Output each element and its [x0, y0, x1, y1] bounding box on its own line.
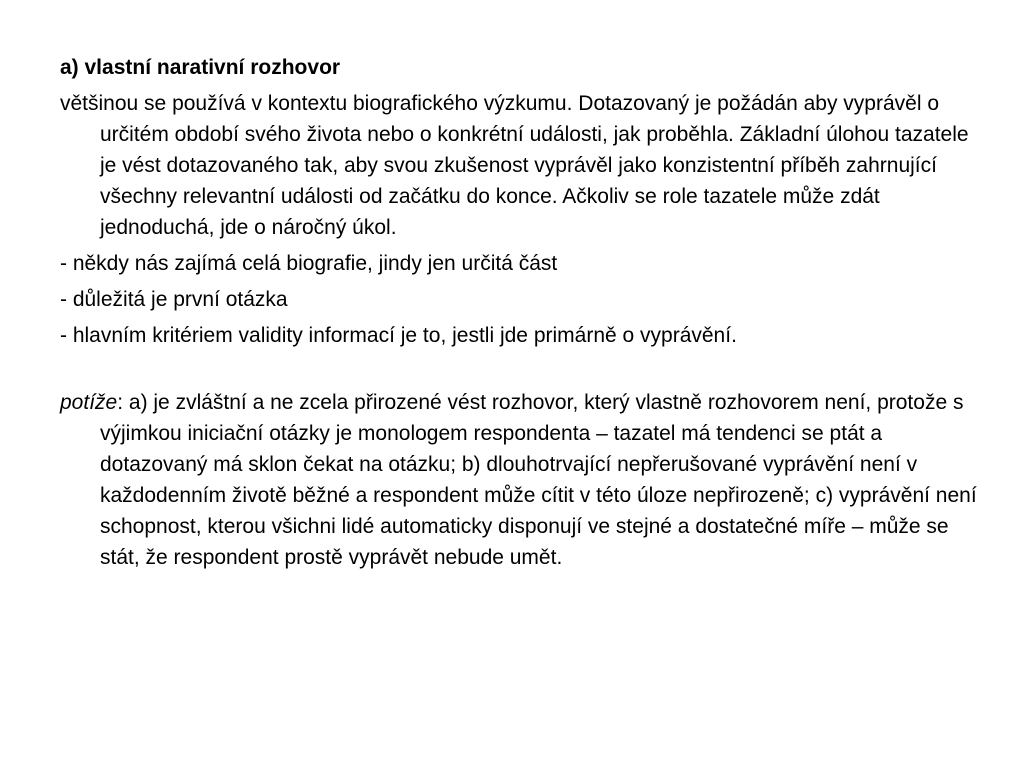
- problems-paragraph: [60, 387, 990, 573]
- slide-heading: a) vlastní narativní rozhovor: [60, 56, 341, 79]
- bullet-point-1: - někdy nás zajímá celá biografie, jindy jen určitá část: [60, 252, 558, 275]
- bullet-point-2: - důležitá je první otázka: [60, 288, 288, 311]
- slide-content: [60, 52, 990, 578]
- bullet-point-3: - hlavním kritériem validity informací je to, jestli jde primárně o vyprávění.: [60, 324, 737, 347]
- problems-text: : a) je zvláštní a ne zcela přirozené vést rozhovor, který vlastně rozhovorem není, protože s výjimkou iniciační otázky je monologem respondenta – tazatel má tendenci se ptát a dotazovaný má sklon čekat na otázku; b) dlouhotrvající nepřerušované vyprávění není v každodenním životě běžné a respondent může cítit v této úloze nepřirozeně; c) vyprávění není schopnost, kterou všichni lidé automaticky disponují ve stejné a dostatečné míře – může se stát, že respondent prostě vyprávět nebude umět.: [100, 391, 977, 569]
- intro-paragraph: většinou se používá v kontextu biografického výzkumu. Dotazovaný je požádán aby vyprávěl o určitém období svého života nebo o konkrétní události, jak proběhla. Základní úlohou tazatele je vést dotazovaného tak, aby svou zkušenost vyprávěl jako konzistentní příběh zahrnující všechny relevantní události od začátku do konce. Ačkoliv se role tazatele může zdát jednoduchá, jde o náročný úkol.: [60, 92, 969, 239]
- problems-label: potíže: [60, 391, 118, 414]
